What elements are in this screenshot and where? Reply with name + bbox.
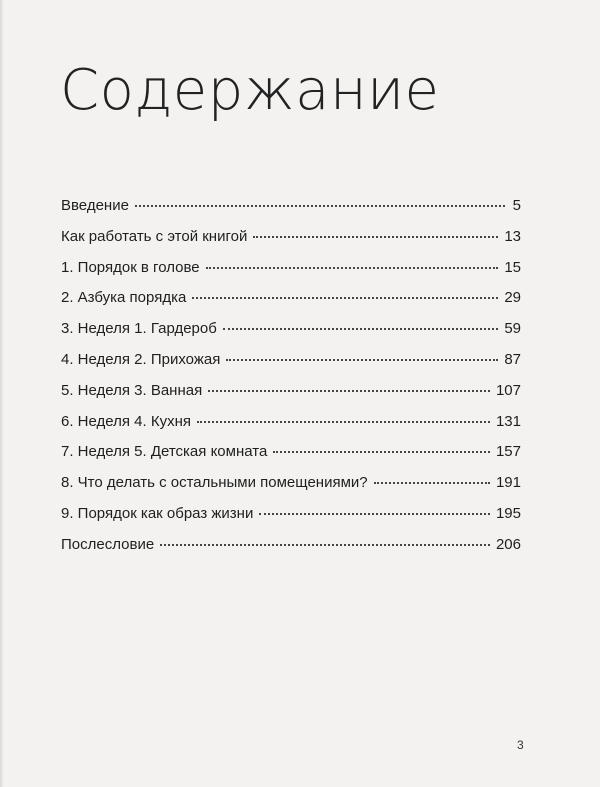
toc-entry-page: 195 <box>495 504 521 522</box>
toc-entry-label: 2. Азбука порядка <box>61 289 187 307</box>
toc-entry[interactable] <box>61 320 521 351</box>
toc-entry-label: Введение <box>61 197 129 214</box>
toc-dot-leader <box>253 236 498 238</box>
toc-entry-label: 3. Неделя 1. Гардероб <box>61 320 217 338</box>
toc-dot-leader <box>226 359 498 361</box>
toc-dot-leader <box>197 421 490 423</box>
table-of-contents <box>61 197 521 567</box>
toc-entry-label: 6. Неделя 4. Кухня <box>61 412 191 430</box>
toc-entry-label: 4. Неделя 2. Прихожая <box>61 350 221 368</box>
toc-entry-label: 9. Порядок как образ жизни <box>61 504 254 522</box>
toc-entry[interactable] <box>61 197 521 228</box>
toc-entry-page: 29 <box>504 289 521 307</box>
toc-entry[interactable] <box>61 289 521 320</box>
toc-entry[interactable] <box>61 443 521 474</box>
toc-entry-page: 131 <box>495 412 521 430</box>
toc-dot-leader <box>259 513 490 515</box>
toc-dot-leader <box>208 390 490 392</box>
toc-entry-page: 5 <box>512 197 521 214</box>
toc-entry[interactable] <box>61 505 521 536</box>
toc-entry[interactable] <box>61 259 521 290</box>
toc-entry-page: 107 <box>495 381 521 399</box>
toc-dot-leader <box>135 205 505 207</box>
toc-entry[interactable] <box>61 474 521 505</box>
toc-dot-leader <box>223 328 498 330</box>
page-edge-shadow <box>0 0 4 787</box>
toc-dot-leader <box>374 482 490 484</box>
toc-entry-page: 87 <box>504 350 521 368</box>
toc-entry-label: 7. Неделя 5. Детская комната <box>61 443 268 461</box>
toc-entry-page: 191 <box>495 474 521 492</box>
toc-entry-label: 1. Порядок в голове <box>61 258 200 276</box>
toc-entry-page: 206 <box>495 535 521 553</box>
toc-entry[interactable] <box>61 382 521 413</box>
toc-entry[interactable] <box>61 413 521 444</box>
toc-entry-label: Послесловие <box>61 535 155 553</box>
toc-entry-page: 13 <box>504 227 521 245</box>
toc-entry-page: 15 <box>504 258 521 276</box>
toc-entry-label: 5. Неделя 3. Ванная <box>61 381 203 399</box>
toc-dot-leader <box>206 267 499 269</box>
page-number: 3 <box>517 738 524 752</box>
toc-entry-label: Как работать с этой книгой <box>61 227 248 245</box>
toc-entry[interactable] <box>61 228 521 259</box>
toc-entry-label: 8. Что делать с остальными помещениями? <box>61 474 368 492</box>
toc-entry-page: 59 <box>504 320 521 338</box>
toc-dot-leader <box>192 297 498 299</box>
toc-entry-page: 157 <box>495 443 521 461</box>
page-title: Содержание <box>60 58 440 123</box>
toc-dot-leader <box>160 544 490 546</box>
toc-entry[interactable] <box>61 351 521 382</box>
toc-dot-leader <box>273 451 490 453</box>
toc-entry[interactable] <box>61 536 521 567</box>
